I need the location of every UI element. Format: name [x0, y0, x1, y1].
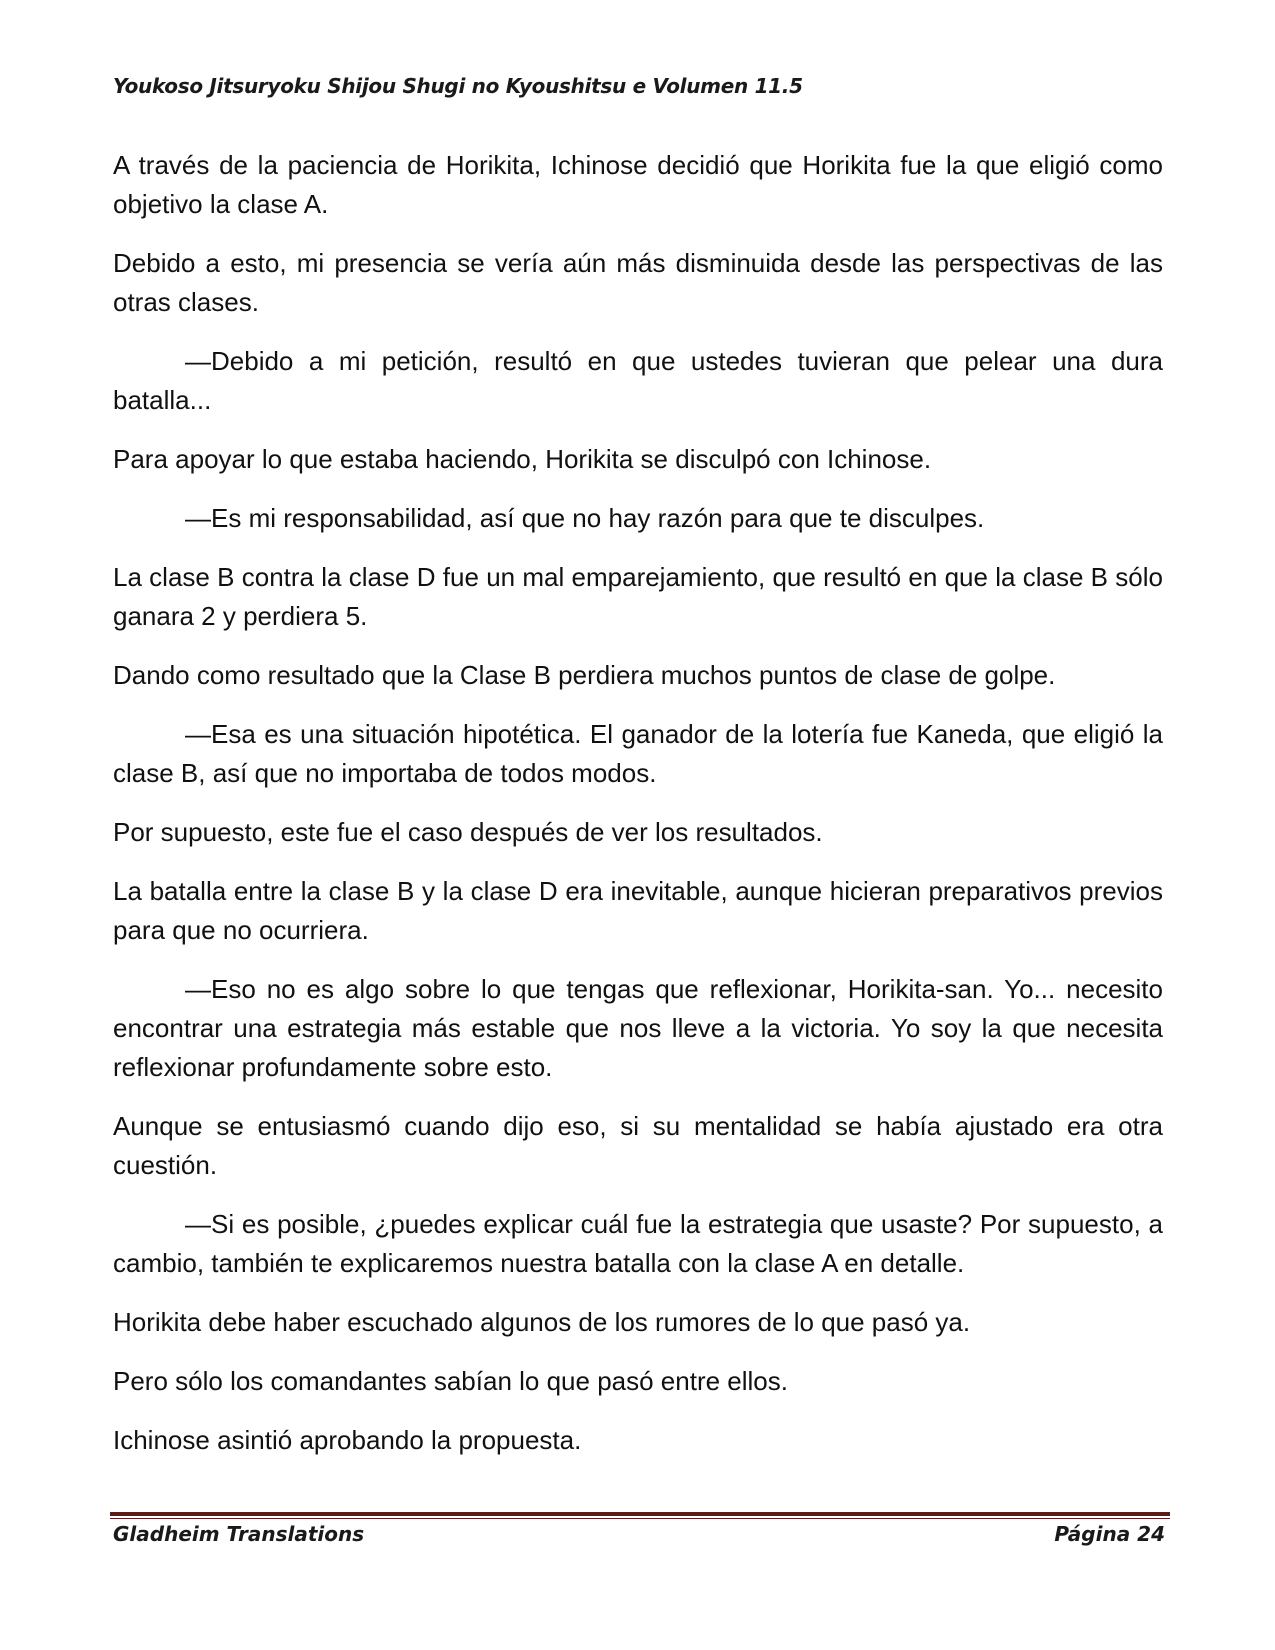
page-header-title: Youkoso Jitsuryoku Shijou Shugi no Kyoushitsu e Volumen 11.5: [113, 74, 803, 98]
paragraph: Para apoyar lo que estaba haciendo, Horikita se disculpó con Ichinose.: [113, 444, 932, 474]
paragraph: Aunque se entusiasmó cuando dijo eso, si su mentalidad se había ajustado era otra cuestión.: [113, 1111, 1163, 1180]
footer-translator: Gladheim Translations: [113, 1522, 365, 1546]
paragraph: Horikita debe haber escuchado algunos de los rumores de lo que pasó ya.: [113, 1307, 971, 1337]
footer-divider-thick: [110, 1512, 1170, 1516]
dialogue-paragraph: —Si es posible, ¿puedes explicar cuál fue la estrategia que usaste? Por supuesto, a cambio, también te explicaremos nuestra batalla con la clase A en detalle.: [113, 1209, 1163, 1278]
paragraph: Pero sólo los comandantes sabían lo que pasó entre ellos.: [113, 1366, 788, 1396]
paragraph: La batalla entre la clase B y la clase D era inevitable, aunque hicieran preparativos previos para que no ocurriera.: [113, 876, 1163, 945]
paragraph: Dando como resultado que la Clase B perdiera muchos puntos de clase de golpe.: [113, 660, 1056, 690]
paragraph: La clase B contra la clase D fue un mal emparejamiento, que resultó en que la clase B sólo ganara 2 y perdiera 5.: [113, 562, 1163, 631]
footer-divider-thin: [110, 1518, 1170, 1519]
dialogue-paragraph: —Debido a mi petición, resultó en que ustedes tuvieran que pelear una dura batalla...: [113, 346, 1163, 415]
dialogue-paragraph: —Es mi responsabilidad, así que no hay razón para que te disculpes.: [185, 503, 985, 533]
footer-divider: [110, 1512, 1170, 1519]
paragraph: Ichinose asintió aprobando la propuesta.: [113, 1425, 582, 1455]
footer-page-number: Página 24: [1054, 1522, 1165, 1546]
dialogue-paragraph: —Esa es una situación hipotética. El ganador de la lotería fue Kaneda, que eligió la clase B, así que no importaba de todos modos.: [113, 719, 1163, 788]
paragraph: Por supuesto, este fue el caso después de ver los resultados.: [113, 817, 823, 847]
paragraph: Debido a esto, mi presencia se vería aún más disminuida desde las perspectivas de las otras clases.: [113, 248, 1163, 317]
dialogue-paragraph: —Eso no es algo sobre lo que tengas que reflexionar, Horikita-san. Yo... necesito encontrar una estrategia más estable que nos lleve a la victoria. Yo soy la que necesita reflexionar profundamente sobre esto.: [113, 974, 1163, 1082]
paragraph: A través de la paciencia de Horikita, Ichinose decidió que Horikita fue la que eligió como objetivo la clase A.: [113, 150, 1163, 219]
page-body: [113, 146, 1163, 1480]
